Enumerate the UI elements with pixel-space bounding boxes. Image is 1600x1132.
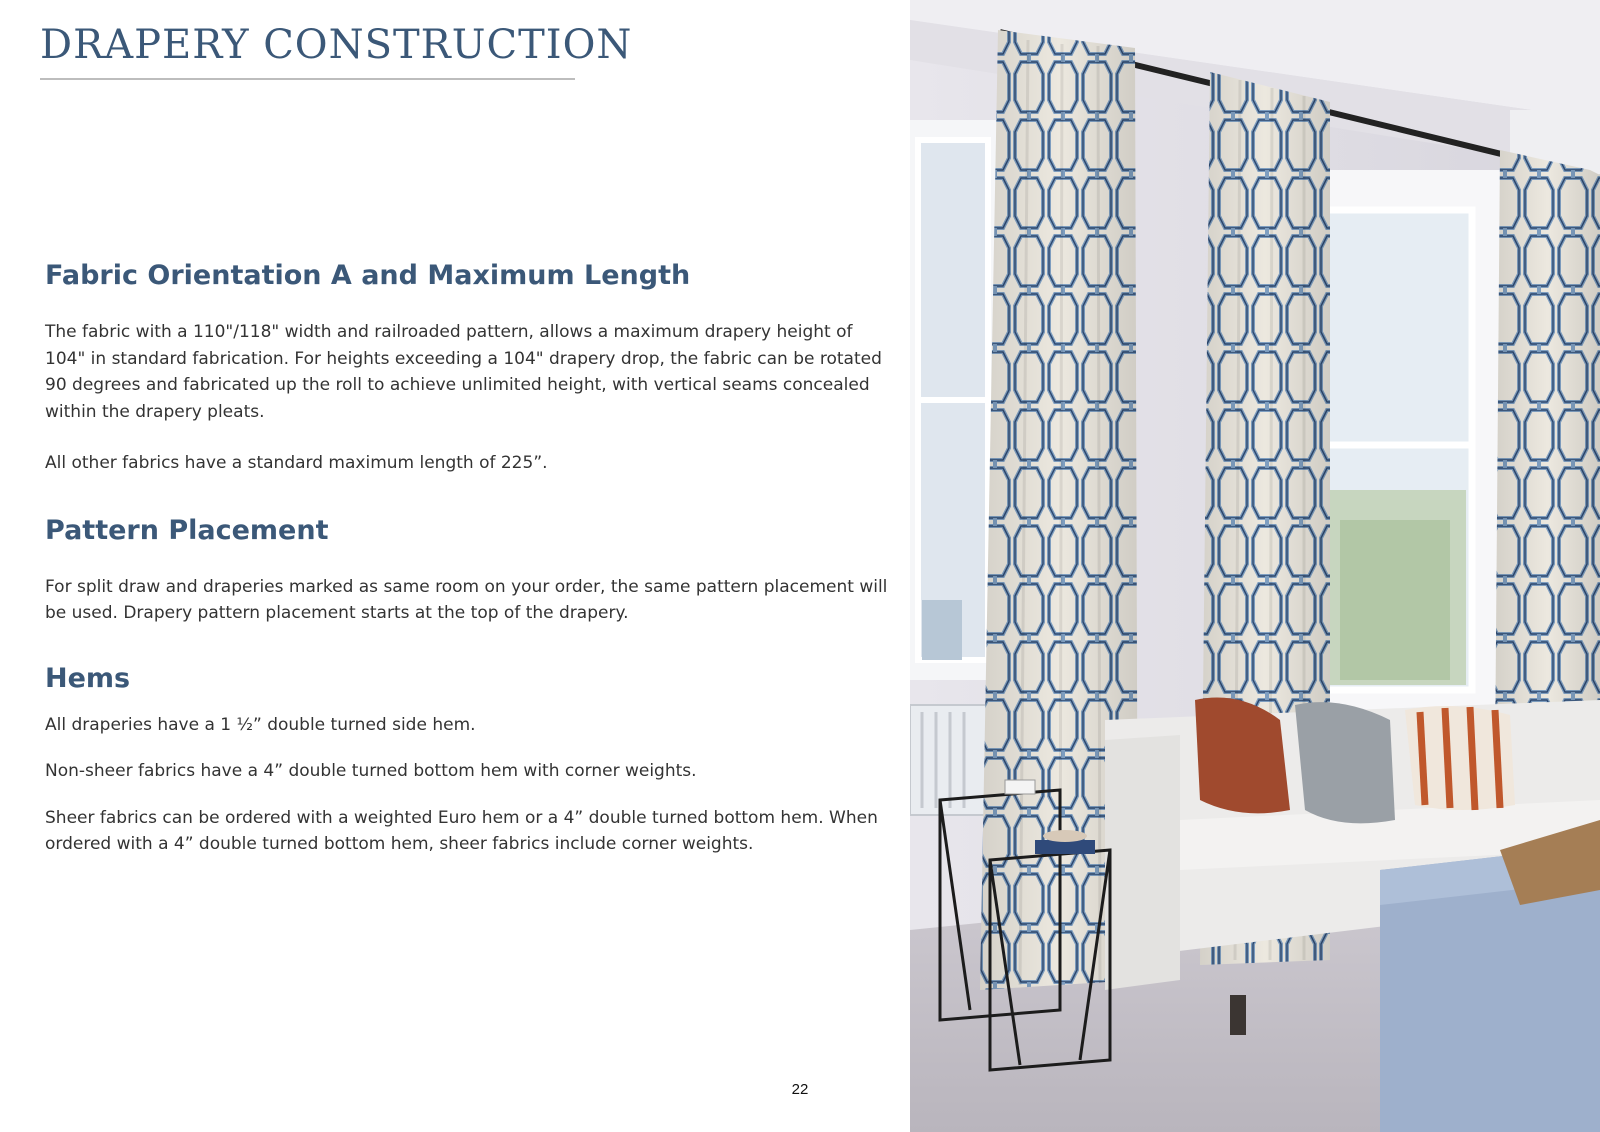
striped-cushion — [1405, 706, 1515, 810]
living-room-photo — [910, 0, 1600, 1132]
curtain-right — [1495, 150, 1600, 760]
page-number: 22 — [791, 1081, 809, 1098]
pattern-placement-heading: Pattern Placement — [45, 514, 329, 546]
side-hem-paragraph: All draperies have a 1 ½” double turned side hem. — [45, 714, 476, 735]
sheer-hem-paragraph: Sheer fabrics can be ordered with a weighted Euro hem or a 4” double turned bottom hem. When ordered with a 4” double turned bottom hem, sheer fabrics include corner weights. — [45, 807, 878, 855]
left-window — [910, 120, 1000, 680]
fabric-orientation-paragraph: The fabric with a 110"/118" width and railroaded pattern, allows a maximum drapery height of 104" in standard fabrication. For heights exceeding a 104" drapery drop, the fabric can be rotated 90 degrees and fabricated up the roll to achieve unlimited height, with vertical seams concealed within the drapery pleats. — [45, 322, 882, 422]
hems-heading: Hems — [45, 662, 131, 694]
bottom-hem-paragraph: Non-sheer fabrics have a 4” double turned bottom hem with corner weights. — [45, 761, 697, 782]
page-title: DRAPERY CONSTRUCTION — [40, 22, 633, 68]
pattern-placement-paragraph: For split draw and draperies marked as same room on your order, the same pattern placement will be used. Drapery pattern placement starts at the top of the drapery. — [45, 576, 888, 624]
cushions — [1195, 698, 1515, 824]
main-content — [45, 258, 895, 858]
fabric-orientation-heading: Fabric Orientation A and Maximum Length — [45, 260, 691, 291]
max-length-paragraph: All other fabrics have a standard maximum length of 225”. — [45, 453, 548, 474]
title-underline — [40, 78, 575, 80]
